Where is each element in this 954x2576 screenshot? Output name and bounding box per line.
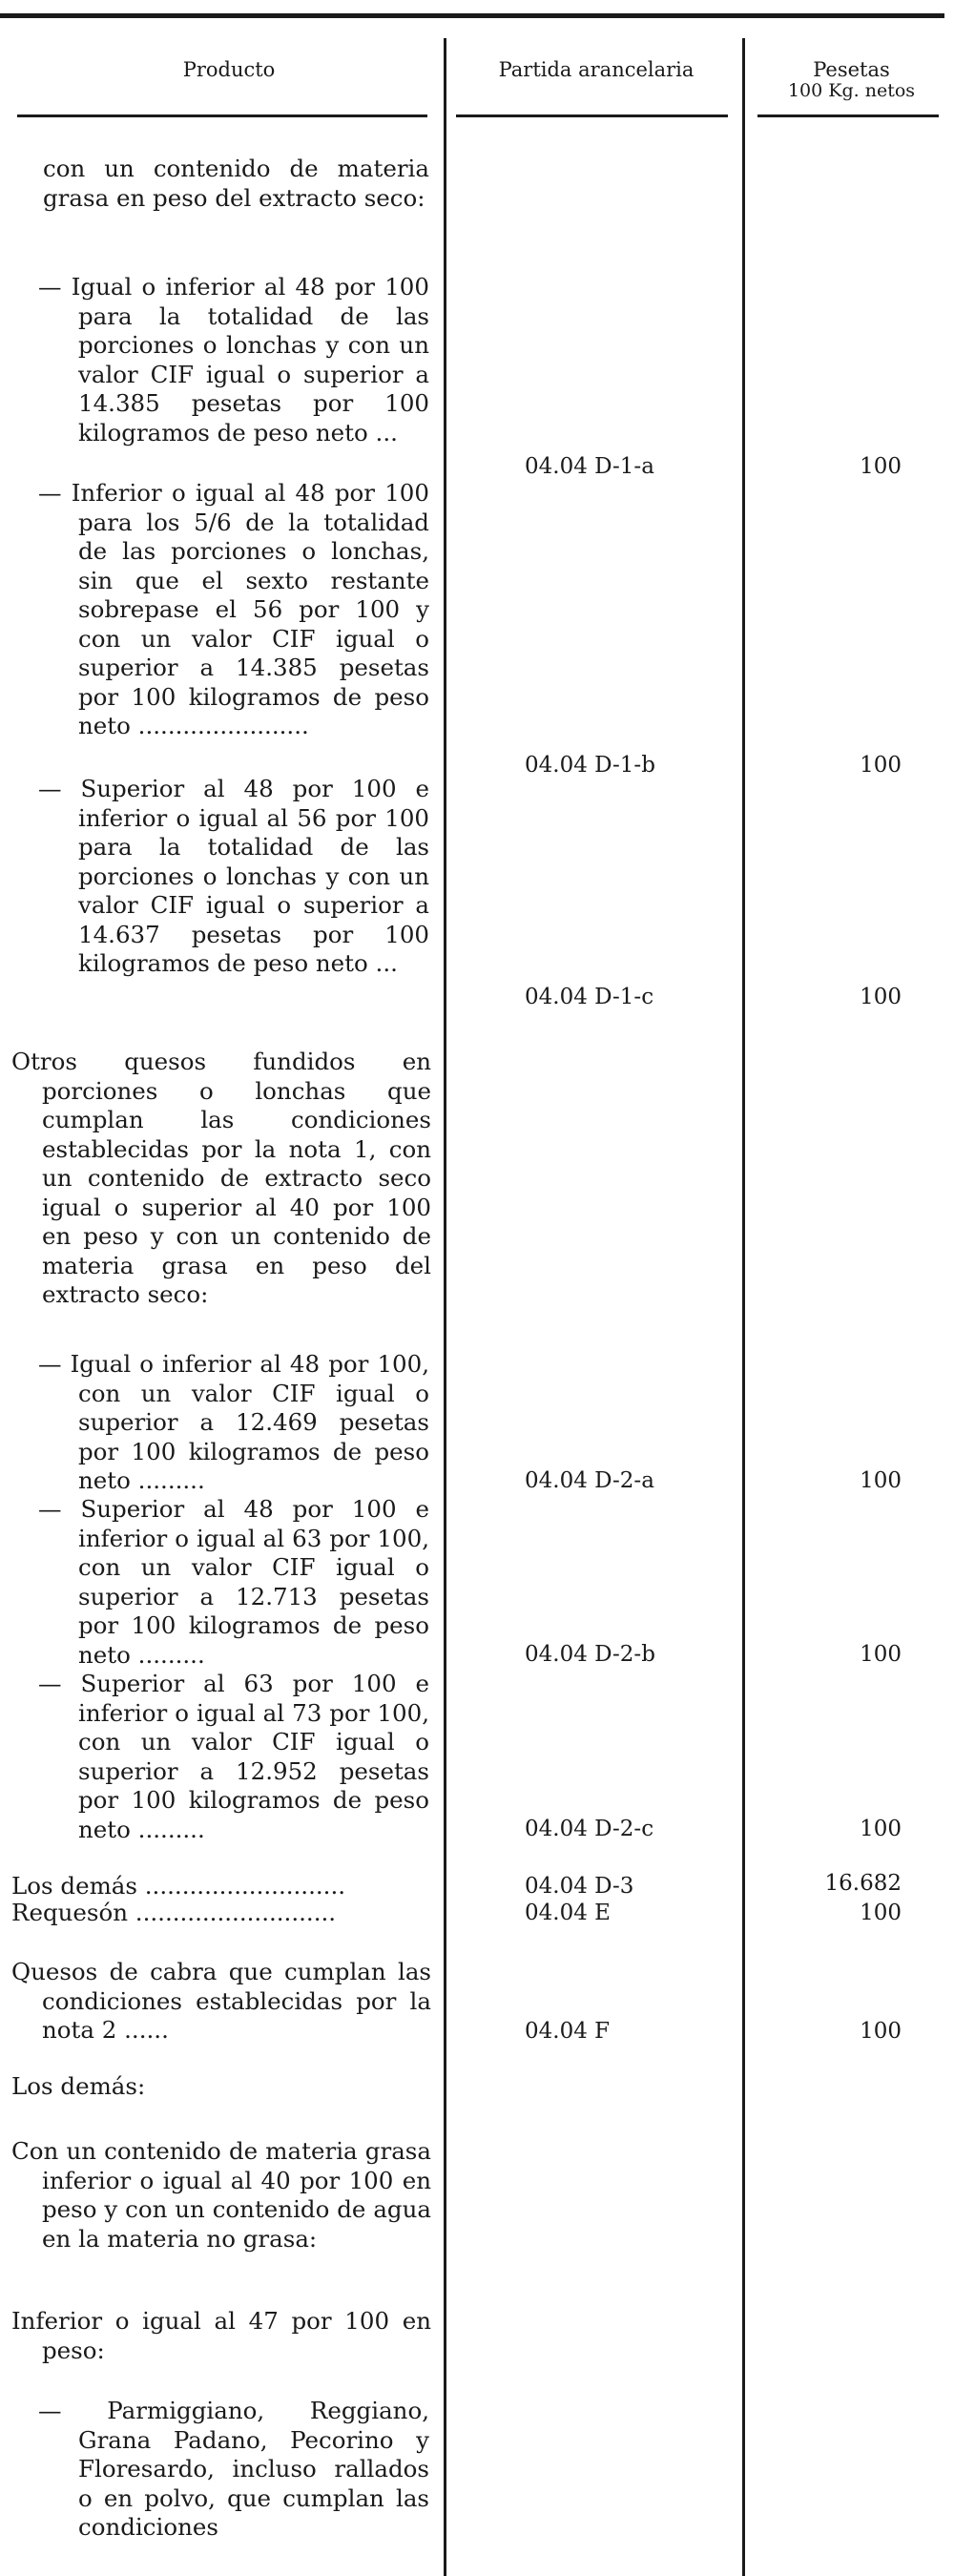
row-description: — Parmiggiano, Reggiano, Grana Padano, Pecorino y Floresardo, incluso rallados o en polvo, que cumplan las condiciones xyxy=(38,2397,429,2541)
row-partida: 04.04 D-1-c xyxy=(525,985,654,1009)
row-description: — Superior al 48 por 100 e inferior o igual al 56 por 100 para la totalidad de las porciones o lonchas y con un valor CIF igual o superior a 14.637 pesetas por 100 kilogramos de peso neto ... xyxy=(38,775,429,977)
header-pesetas-line2: 100 Kg. netos xyxy=(787,80,916,101)
row-description: — Superior al 48 por 100 e inferior o igual al 63 por 100, con un valor CIF igual o superior a 12.713 pesetas por 100 kilogramos de peso neto ......... xyxy=(38,1495,429,1669)
row-value: 100 xyxy=(860,1642,902,1667)
row-description: Requesón ........................... xyxy=(11,1899,337,1926)
row-partida: 04.04 D-1-b xyxy=(525,753,655,778)
row-value: 100 xyxy=(860,985,902,1009)
row-description: Quesos de cabra que cumplan las condiciones establecidas por la nota 2 ...... xyxy=(11,1958,431,2044)
header-underline-pesetas xyxy=(757,114,939,117)
row-description: Con un contenido de materia grasa inferior o igual al 40 por 100 en peso y con un contenido de agua en la materia no grasa: xyxy=(11,2137,431,2253)
row-partida: 04.04 F xyxy=(525,2019,611,2044)
row-description: — Inferior o igual al 48 por 100 para los 5/6 de la totalidad de las porciones o lonchas, sin que el sexto restante sobrepase el 56 por 100 y con un valor CIF igual o superior a 14.385 pesetas por 100 kilogramos de peso neto ....................... xyxy=(38,479,429,739)
row-value: 100 xyxy=(860,454,902,479)
row-value: 100 xyxy=(860,753,902,778)
row-description: Los demás ........................... xyxy=(11,1872,346,1900)
row-value: 100 xyxy=(860,1468,902,1493)
header-underline-partida xyxy=(456,114,728,117)
column-divider-1 xyxy=(444,38,446,2576)
row-value: 100 xyxy=(860,1901,902,1925)
row-description: Inferior o igual al 47 por 100 en peso: xyxy=(11,2307,431,2364)
row-partida: 04.04 E xyxy=(525,1901,611,1925)
row-value: 100 xyxy=(860,2019,902,2044)
header-producto: Producto xyxy=(182,58,276,81)
row-description: Otros quesos fundidos en porciones o lonchas que cumplan las condiciones establecidas por la nota 1, con un contenido de extracto seco igual o superior al 40 por 100 en peso y con un contenido de materia grasa en peso del extracto seco: xyxy=(11,1048,431,1308)
row-value: 16.682 xyxy=(824,1871,902,1896)
header-pesetas xyxy=(749,59,954,101)
row-description: con un contenido de materia grasa en peso del extracto seco: xyxy=(43,155,429,212)
header-partida: Partida arancelaria xyxy=(498,58,695,81)
header-pesetas-line1: Pesetas xyxy=(813,58,890,81)
row-partida: 04.04 D-2-b xyxy=(525,1642,655,1667)
row-description: — Superior al 63 por 100 e inferior o igual al 73 por 100, con un valor CIF igual o superior a 12.952 pesetas por 100 kilogramos de peso neto ......... xyxy=(38,1670,429,1843)
row-partida: 04.04 D-3 xyxy=(525,1874,634,1899)
row-description: Los demás: xyxy=(11,2072,146,2100)
row-partida: 04.04 D-1-a xyxy=(525,454,654,479)
row-value: 100 xyxy=(860,1817,902,1841)
header-underline-producto xyxy=(17,114,427,117)
row-description: — Igual o inferior al 48 por 100, con un valor CIF igual o superior a 12.469 pesetas por 100 kilogramos de peso neto ......... xyxy=(38,1350,429,1494)
row-description: — Igual o inferior al 48 por 100 para la totalidad de las porciones o lonchas y con un valor CIF igual o superior a 14.385 pesetas por 100 kilogramos de peso neto ... xyxy=(38,273,429,447)
row-partida: 04.04 D-2-c xyxy=(525,1817,654,1841)
column-divider-2 xyxy=(742,38,745,2576)
row-partida: 04.04 D-2-a xyxy=(525,1468,654,1493)
top-rule xyxy=(0,13,944,18)
